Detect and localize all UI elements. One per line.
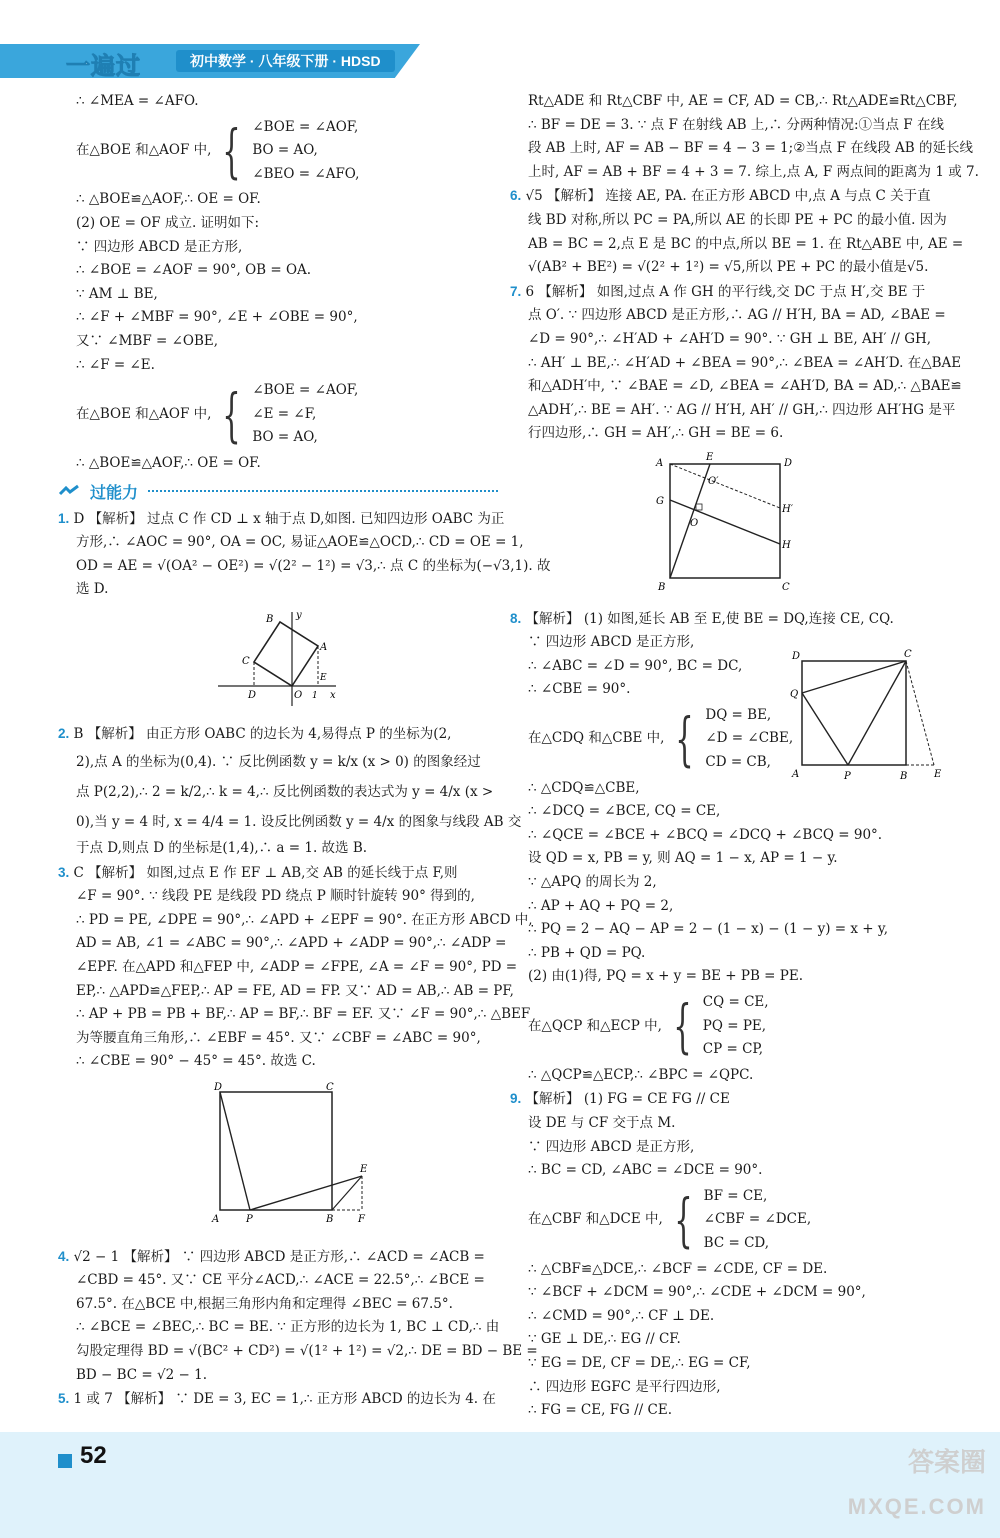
answer-text: 【解析】 (1) 如图,延长 AB 至 E,使 BE = DQ,连接 CE, CQ. xyxy=(521,610,894,627)
text-line: 于点 D,则点 D 的坐标是(1,4),∴ a = 1. 故选 B. xyxy=(76,840,368,857)
page-number: 52 xyxy=(80,1442,107,1469)
page-header xyxy=(0,44,1000,78)
label-d: D xyxy=(214,1082,223,1093)
system-row: ∠CBF = ∠DCE, xyxy=(703,1211,812,1228)
answer-text: √2 − 1 【解析】 ∵ 四边形 ABCD 是正方形,∴ ∠ACD = ∠ACB = xyxy=(69,1248,485,1265)
label-c: C xyxy=(242,655,250,667)
label-o-prime: O′ xyxy=(708,475,719,487)
label-p: P xyxy=(246,1214,253,1225)
text-line: 上时, AF = AB + BF = 4 + 3 = 7. 综上,点 A, F 两点间的距离为 1 或 7. xyxy=(528,163,979,180)
question-number: 1. xyxy=(58,510,70,526)
text-line: 选 D. xyxy=(76,581,109,598)
text-line: 2),点 A 的坐标为(0,4). ∵ 反比例函数 y = k/x (x > 0) 的图象经过 xyxy=(76,754,481,771)
text-line: ∴ ∠CMD = 90°,∴ CF ⊥ DE. xyxy=(528,1307,715,1324)
system-row: PQ = PE, xyxy=(702,1017,767,1034)
left-column xyxy=(58,90,551,1412)
text-line: ∠D = 90°,∴ ∠H′AD + ∠AH′D = 90°. ∵ GH ⊥ BE, AH′ // GH, xyxy=(528,330,932,347)
label-b: B xyxy=(658,581,666,592)
text-line: ∴ AP + PB = PB + BF,∴ AP = BF,∴ BF = EF. 又∵ ∠F = 90°,∴ △BEF xyxy=(76,1006,531,1023)
system-row: CP = CP, xyxy=(702,1041,764,1058)
text-line: EP,∴ △APD≌△FEP,∴ AP = FE, AD = FP. 又∵ AD = AB,∴ AB = PF, xyxy=(76,982,514,999)
answer-4 xyxy=(58,1245,498,1270)
answer-text: B 【解析】 由正方形 OABC 的边长为 4,易得点 P 的坐标为(2, xyxy=(69,726,452,743)
text-line: Rt△ADE 和 Rt△CBF 中, AE = CF, AD = CB,∴ Rt△ADE≌Rt△CBF, xyxy=(528,93,958,109)
text-line: ∠F = 90°. ∵ 线段 PE 是线段 PD 绕点 P 顺时针旋转 90° 得到的, xyxy=(76,888,475,905)
figure-q7 xyxy=(510,452,950,601)
text-line: ∴ △CBF≌△DCE,∴ ∠BCF = ∠CDE, CF = DE. xyxy=(528,1260,828,1277)
answer-5 xyxy=(58,1387,498,1412)
text-line: ∴ ∠CBE = 90°. xyxy=(528,681,631,698)
question-number: 9. xyxy=(510,1091,522,1107)
text-line: ∴ ∠DCQ = ∠BCE, CQ = CE, xyxy=(528,803,721,820)
system-row: ∠BOE = ∠AOF, xyxy=(252,382,359,399)
label-a: A xyxy=(320,641,328,653)
system-row: ∠BOE = ∠AOF, xyxy=(252,118,359,135)
label-e: E xyxy=(706,451,714,463)
text-line: ∠EPF. 在△APD 和△FEP 中, ∠ADP = ∠FPE, ∠A = ∠F = 90°, PD = xyxy=(76,959,518,976)
label-c: C xyxy=(782,581,790,592)
label-c: C xyxy=(326,1082,334,1093)
figure-q8 xyxy=(788,647,952,783)
label-o: O xyxy=(294,689,303,701)
text-line: ∴ BF = DE = 3. ∵ 点 F 在射线 AB 上,∴ 分两种情况:①当点 F 在线 xyxy=(528,116,944,133)
text-line: ∠CBD = 45°. 又∵ CE 平分∠ACD,∴ ∠ACE = 22.5°,∴ ∠BCE = xyxy=(76,1272,485,1289)
system-label: 在△BOE 和△AOF 中, xyxy=(76,142,212,159)
brace: { xyxy=(222,380,242,449)
label-h-prime: H′ xyxy=(782,503,793,515)
question-number: 3. xyxy=(58,864,70,880)
question-number: 5. xyxy=(58,1391,70,1407)
brace: { xyxy=(673,1186,693,1255)
label-e: E xyxy=(934,768,942,780)
text-line: 勾股定理得 BD = √(BC² + CD²) = √(1² + 1²) = √2,∴ DE = BD − BE = xyxy=(76,1342,538,1359)
section-divider xyxy=(148,490,498,492)
text-line: 设 DE 与 CF 交于点 M. xyxy=(528,1114,676,1131)
answer-3 xyxy=(58,861,498,886)
text-line: ∴ ∠F + ∠MBF = 90°, ∠E + ∠OBE = 90°, xyxy=(76,309,358,326)
equation-system xyxy=(58,379,498,450)
text-line: (2) OE = OF 成立. 证明如下: xyxy=(76,214,260,231)
label-c: C xyxy=(904,648,912,660)
text-line: ∴ △BOE≌△AOF,∴ OE = OF. xyxy=(76,454,261,471)
text-line: 段 AB 上时, AF = AB − BF = 4 − 3 = 1;②当点 F 在线段 AB 的延长线 xyxy=(528,140,973,157)
text-line: ∴ PQ = 2 − AQ − AP = 2 − (1 − x) − (1 − y) = x + y, xyxy=(528,921,889,938)
text-line: 67.5°. 在△BCE 中,根据三角形内角和定理得 ∠BEC = 67.5°. xyxy=(76,1295,453,1312)
answer-7 xyxy=(510,280,950,305)
text-line: △ADH′,∴ BE = AH′. ∵ AG // H′H, AH′ // GH,∴ 四边形 AH′HG 是平 xyxy=(528,401,956,418)
answer-text: √5 【解析】 连接 AE, PA. 在正方形 ABCD 中,点 A 与点 C 关于直 xyxy=(521,188,931,205)
system-row: DQ = BE, xyxy=(705,706,772,723)
brace: { xyxy=(673,992,692,1061)
text-line: ∵ AM ⊥ BE, xyxy=(76,285,158,302)
label-d: D xyxy=(792,650,801,662)
text-line: ∴ ∠ABC = ∠D = 90°, BC = DC, xyxy=(528,657,743,674)
text-line: 点 O′. ∵ 四边形 ABCD 是正方形,∴ AG // H′H, BA = AD, ∠BAE = xyxy=(528,307,946,324)
system-label: 在△CDQ 和△CBE 中, xyxy=(528,730,665,747)
figure-q1 xyxy=(58,608,498,717)
label-p: P xyxy=(844,770,851,782)
figure-q3 xyxy=(58,1080,498,1239)
brace: { xyxy=(675,705,695,774)
system-row: ∠BEO = ∠AFO, xyxy=(252,165,360,182)
label-h: H xyxy=(782,539,791,551)
system-row: BO = AO, xyxy=(252,142,318,159)
answer-text: C 【解析】 如图,过点 E 作 EF ⊥ AB,交 AB 的延长线于点 F,则 xyxy=(69,864,458,881)
equation-system xyxy=(58,116,498,187)
text-line: ∵ △APQ 的周长为 2, xyxy=(528,874,657,891)
question-number: 2. xyxy=(58,726,70,742)
text-line: ∵ 四边形 ABCD 是正方形, xyxy=(76,238,243,255)
text-line: 0),当 y = 4 时, x = 4/4 = 1. 设反比例函数 y = 4/x 的图象与线段 AB 交 xyxy=(76,814,522,831)
watermark-logo: 答案圈 xyxy=(907,1447,986,1477)
answer-9 xyxy=(510,1087,950,1112)
system-label: 在△QCP 和△ECP 中, xyxy=(528,1017,662,1034)
answer-text: D 【解析】 过点 C 作 CD ⊥ x 轴于点 D,如图. 已知四边形 OABC 为正 xyxy=(69,510,505,527)
label-y: y xyxy=(296,609,302,621)
text-line: ∴ PB + QD = PQ. xyxy=(528,944,646,961)
text-line: ∴ PD = PE, ∠DPE = 90°,∴ ∠APD + ∠EPF = 90°. 在正方形 ABCD 中, xyxy=(76,911,533,928)
answer-text: 6 【解析】 如图,过点 A 作 GH 的平行线,交 DC 于点 H′,交 BE 于 xyxy=(521,283,926,300)
system-label: 在△CBF 和△DCE 中, xyxy=(528,1211,663,1228)
label-d: D xyxy=(248,689,257,701)
label-b: B xyxy=(266,613,274,625)
system-row: ∠E = ∠F, xyxy=(252,405,317,422)
text-line: ∴ ∠BCE = ∠BEC,∴ BC = BE. ∵ 正方形的边长为 1, BC ⊥ CD,∴ 由 xyxy=(76,1319,500,1336)
brace: { xyxy=(222,116,242,185)
text-line: 点 P(2,2),∴ 2 = k/2,∴ k = 4,∴ 反比例函数的表达式为 y = 4/x (x > xyxy=(76,784,494,801)
equation-system xyxy=(510,1185,950,1256)
text-line: ∴ ∠QCE = ∠BCE + ∠BCQ = ∠DCQ + ∠BCQ = 90°. xyxy=(528,826,883,843)
text-line: ∵ 四边形 ABCD 是正方形, xyxy=(528,1138,695,1155)
brand-logo: 一遍过 xyxy=(66,53,141,80)
label-f: F xyxy=(358,1214,365,1225)
text-line: ∴ ∠F = ∠E. xyxy=(76,356,155,373)
system-row: BC = CD, xyxy=(703,1234,770,1251)
text-line: ∴ ∠MEA = ∠AFO. xyxy=(76,93,199,109)
text-line: 又∵ ∠MBF = ∠OBE, xyxy=(76,332,219,349)
text-line: 行四边形,∴ GH = AH′,∴ GH = BE = 6. xyxy=(528,425,784,442)
section-header xyxy=(58,480,498,503)
page-footer xyxy=(0,1432,1000,1538)
label-b: B xyxy=(900,770,908,782)
system-row: CQ = CE, xyxy=(702,994,769,1010)
book-subtitle: 初中数学 · 八年级下册 · HDSD xyxy=(176,50,395,72)
text-line: OD = AE = √(OA² − OE²) = √(2² − 1²) = √3,∴ 点 C 的坐标为(−√3,1). 故 xyxy=(76,557,551,574)
label-o: O xyxy=(690,517,699,529)
text-line: 和△ADH′中, ∵ ∠BAE = ∠D, ∠BEA = ∠AH′D, BA = AD,∴ △BAE≌ xyxy=(528,378,962,395)
text-line: ∴ FG = CE, FG // CE. xyxy=(528,1402,672,1419)
text-line: 设 QD = x, PB = y, 则 AQ = 1 − x, AP = 1 − y. xyxy=(528,850,838,867)
text-line: ∴ ∠BOE = ∠AOF = 90°, OB = OA. xyxy=(76,262,312,279)
watermark-url: MXQE.COM xyxy=(847,1494,986,1519)
label-e: E xyxy=(320,672,327,683)
right-column xyxy=(510,90,979,1423)
label-1: 1 xyxy=(312,690,318,701)
text-line: ∵ ∠BCF + ∠DCM = 90°,∴ ∠CDE + ∠DCM = 90°, xyxy=(528,1284,866,1301)
system-row: BO = AO, xyxy=(252,429,318,446)
text-line: AD = AB, ∠1 = ∠ABC = 90°,∴ ∠APD + ∠ADP = 90°,∴ ∠ADP = xyxy=(76,935,507,952)
label-a: A xyxy=(656,457,664,469)
text-line: ∴ BC = CD, ∠ABC = ∠DCE = 90°. xyxy=(528,1162,763,1179)
question-number: 6. xyxy=(510,188,522,204)
answer-8 xyxy=(510,607,950,1088)
label-d: D xyxy=(784,457,793,469)
text-line: (2) 由(1)得, PQ = x + y = BE + PB = PE. xyxy=(528,968,803,985)
text-line: ∵ 四边形 ABCD 是正方形, xyxy=(528,634,695,651)
question-number: 8. xyxy=(510,610,522,626)
section-icon xyxy=(58,484,84,498)
label-a: A xyxy=(212,1214,220,1225)
equation-system xyxy=(510,991,950,1062)
label-x: x xyxy=(330,689,336,701)
system-row: BF = CE, xyxy=(703,1187,768,1204)
text-line: ∴ ∠CBE = 90° − 45° = 45°. 故选 C. xyxy=(76,1053,316,1070)
question-number: 4. xyxy=(58,1248,70,1264)
answer-6 xyxy=(510,184,950,209)
question-number: 7. xyxy=(510,283,522,299)
answer-text: 【解析】 (1) FG = CE FG // CE xyxy=(521,1091,730,1108)
page-marker-icon xyxy=(58,1454,72,1468)
text-line: 线 BD 对称,所以 PC = PA,所以 AE 的长即 PE + PC 的最小值. 因为 xyxy=(528,211,947,228)
text-line: BD − BC = √2 − 1. xyxy=(76,1366,207,1383)
text-line: ∵ GE ⊥ DE,∴ EG // CF. xyxy=(528,1331,681,1348)
text-line: ∴ △QCP≌△ECP,∴ ∠BPC = ∠QPC. xyxy=(528,1066,754,1083)
label-a: A xyxy=(792,768,800,780)
label-q: Q xyxy=(790,688,799,700)
answer-1 xyxy=(58,507,505,532)
answer-text: 1 或 7 【解析】 ∵ DE = 3, EC = 1,∴ 正方形 ABCD 的边长为 4. 在 xyxy=(69,1391,496,1408)
text-line: AB = BC = 2,点 E 是 BC 的中点,所以 BE = 1. 在 Rt△ABE 中, AE = xyxy=(528,235,964,252)
section-title: 过能力 xyxy=(90,484,139,502)
text-line: 方形,∴ ∠AOC = 90°, OA = OC, 易证△AOE≌△OCD,∴ CD = OE = 1, xyxy=(76,534,524,551)
text-line: ∴ AP + AQ + PQ = 2, xyxy=(528,897,674,914)
text-line: ∴ △CDQ≌△CBE, xyxy=(528,779,640,796)
system-row: ∠D = ∠CBE, xyxy=(705,730,794,747)
text-line: ∵ EG = DE, CF = DE,∴ EG = CF, xyxy=(528,1354,751,1371)
text-line: √(AB² + BE²) = √(2² + 1²) = √5,所以 PE + PC 的最小值是√5. xyxy=(528,259,929,276)
system-row: CD = CB, xyxy=(705,754,771,771)
system-label: 在△BOE 和△AOF 中, xyxy=(76,405,212,422)
text-line: ∴ AH′ ⊥ BE,∴ ∠H′AD + ∠BEA = 90°,∴ ∠BEA = ∠AH′D. 在△BAE xyxy=(528,354,962,371)
label-g: G xyxy=(656,495,664,507)
label-b: B xyxy=(326,1214,334,1225)
text-line: ∴ 四边形 EGFC 是平行四边形, xyxy=(528,1378,721,1395)
label-e: E xyxy=(360,1164,368,1175)
text-line: 为等腰直角三角形,∴ ∠EBF = 45°. 又∵ ∠CBF = ∠ABC = 90°, xyxy=(76,1029,481,1046)
text-line: ∴ △BOE≌△AOF,∴ OE = OF. xyxy=(76,191,261,208)
answer-2 xyxy=(58,722,498,747)
